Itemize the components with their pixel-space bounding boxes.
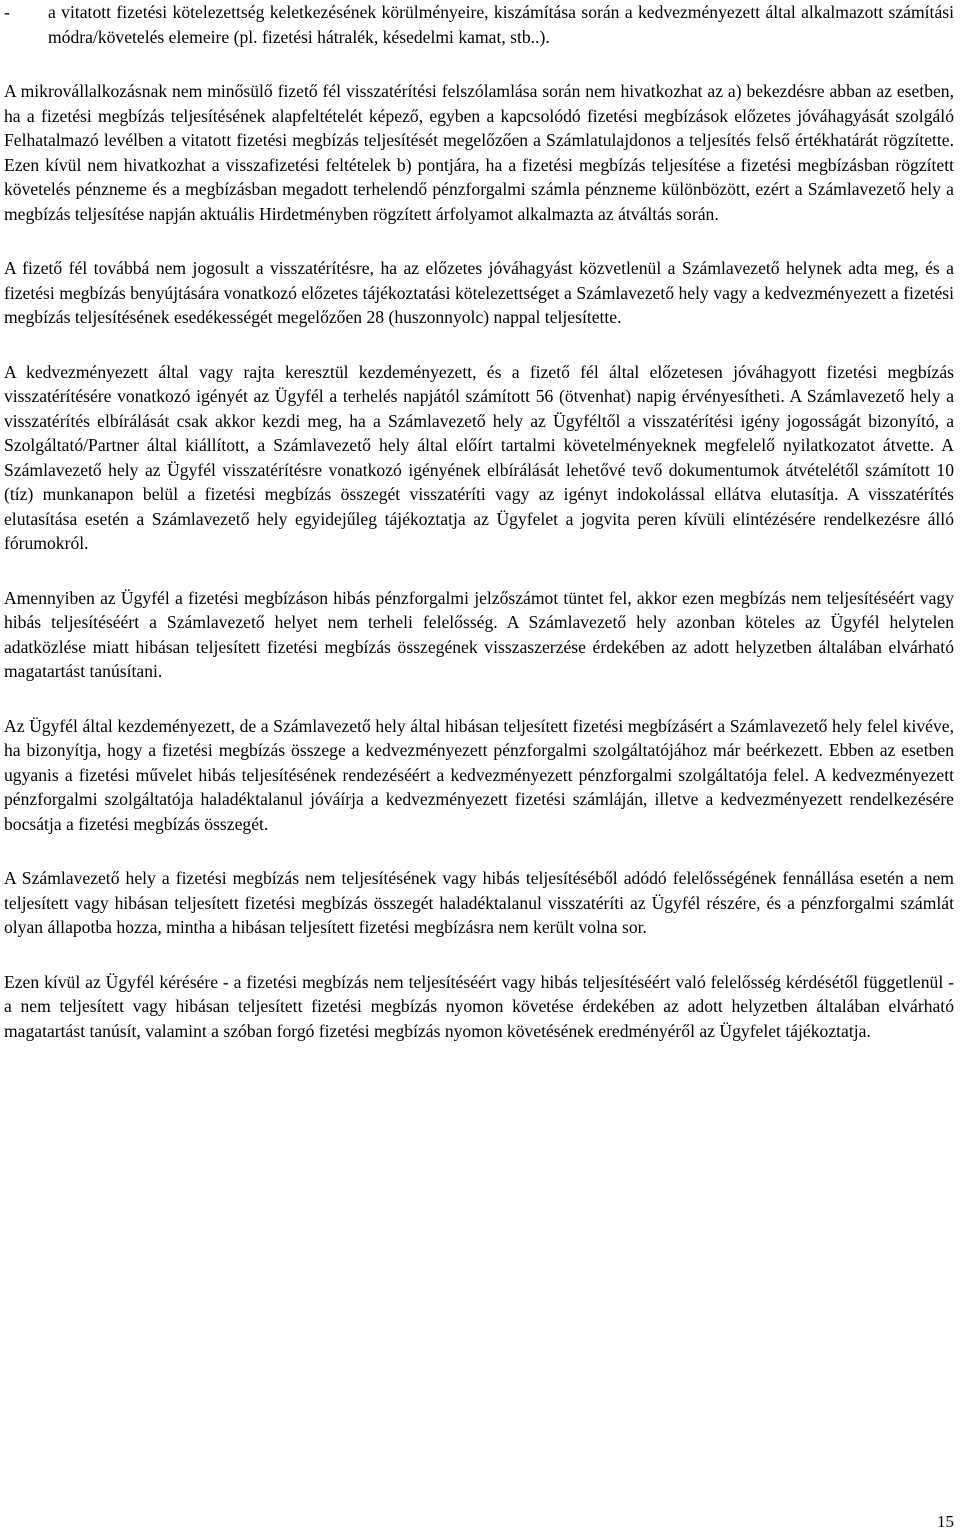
paragraph-6: A Számlavezető hely a fizetési megbízás nem teljesítésének vagy hibás teljesítéséből adódó felelősségének fennállása esetén a nem teljesített vagy hibásan teljesített fizetési megbízás összegét haladéktalanul visszatéríti az Ügyfél részére, és a pénzforgalmi számlát olyan állapotba hozza, mintha a hibásan teljesített fizetési megbízásra nem került volna sor. xyxy=(4,868,954,937)
list-item xyxy=(4,0,954,49)
document-page xyxy=(4,0,954,1073)
paragraph-7: Ezen kívül az Ügyfél kérésére - a fizetési megbízás nem teljesítéséért vagy hibás teljesítéséért való felelősség kérdésétől függetlenül - a nem teljesített vagy hibásan teljesített fizetési megbízás nyomon követése érdekében az adott helyzetben általában elvárható magatartást tanúsít, valamint a szóban forgó fizetési megbízás nyomon követésének eredményéről az Ügyfelet tájékoztatja. xyxy=(4,971,954,1041)
list-item-text: a vitatott fizetési kötelezettség keletkezésének körülményeire, kiszámítása során a kedvezményezett által alkalmazott számítási módra/követelés elemeire (pl. fizetési hátralék, késedelmi kamat, stb..). xyxy=(48,2,954,47)
paragraph-5: Az Ügyfél által kezdeményezett, de a Számlavezető hely által hibásan teljesített fizetési megbízásért a Számlavezető hely felel kivéve, ha bizonyítja, hogy a fizetési megbízás összege a kedvezményezett pénzforgalmi szolgáltatójához már beérkezett. Ebben az esetben ugyanis a fizetési művelet hibás teljesítésének rendezéséért a kedvezményezett pénzforgalmi szolgáltatója felel. A kedvezményezett pénzforgalmi szolgáltatója haladéktalanul jóváírja a kedvezményezett fizetési számláján, illetve a kedvezményezett rendelkezésére bocsátja a fizetési megbízás összegét. xyxy=(4,715,954,834)
paragraph-3: A kedvezményezett által vagy rajta keresztül kezdeményezett, és a fizető fél által előzetesen jóváhagyott fizetési megbízás visszatérítésére vonatkozó igényét az Ügyfél a terhelés napjától számított 56 (ötvenhat) napig érvényesítheti. A Számlavezető hely a visszatérítés elbírálását csak akkor kezdi meg, ha a Számlavezető hely az Ügyféltől a visszatérítési igény jogosságát bizonyító, a Szolgáltató/Partner által kiállított, a Számlavezető hely által előírt tartalmi követelményeknek megfelelő nyilatkozatot átvette. A Számlavezető hely az Ügyfél visszatérítésre vonatkozó igényének elbírálását lehetővé tevő dokumentumok átvételétől számított 10 (tíz) munkanapon belül a fizetési megbízás összegét visszatéríti vagy az igényt indokolással ellátva elutasítja. A visszatérítés elutasítása esetén a Számlavezető hely egyidejűleg tájékoztatja az Ügyfelet a jogvita peren kívüli elintézésére rendelkezésre álló fórumokról. xyxy=(4,361,954,553)
paragraph-4: Amennyiben az Ügyfél a fizetési megbízáson hibás pénzforgalmi jelzőszámot tüntet fel, akkor ezen megbízás nem teljesítéséért vagy hibás teljesítéséért a Számlavezető helyet nem terheli felelősség. A Számlavezető hely azonban köteles az Ügyfél helytelen adatközlése miatt hibásan teljesített fizetési megbízás összegének visszaszerzése érdekében az adott helyzetben általában elvárható magatartást tanúsítani. xyxy=(4,587,954,681)
page-number: 15 xyxy=(937,1512,954,1531)
list-marker: - xyxy=(4,2,10,22)
paragraph-2: A fizető fél továbbá nem jogosult a visszatérítésre, ha az előzetes jóváhagyást közvetlenül a Számlavezető helynek adta meg, és a fizetési megbízás benyújtására vonatkozó előzetes tájékoztatási kötelezettséget a Számlavezető hely vagy a kedvezményezett a fizetési megbízás teljesítésének esedékességét megelőzően 28 (huszonnyolc) nappal teljesítette. xyxy=(4,258,954,327)
paragraph-1: A mikrovállalkozásnak nem minősülő fizető fél visszatérítési felszólamlása során nem hivatkozhat az a) bekezdésre abban az esetben, ha a fizetési megbízás teljesítésének alapfeltételét képező, egyben a kapcsolódó fizetési megbízások előzetes jóváhagyását szolgáló Felhatalmazó levélben a vitatott fizetési megbízás teljesítését megelőzően a Számlatulajdonos a teljesítés felső értékhatárát rögzítette. Ezen kívül nem hivatkozhat a visszafizetési feltételek b) pontjára, ha a fizetési megbízás teljesítése a fizetési megbízásban rögzített követelés pénzneme és a megbízásban megadott terhelendő pénzforgalmi számla pénzneme különbözött, ezért a Számlavezető hely a megbízás teljesítése napján aktuális Hirdetményben rögzített árfolyamot alkalmazta az átváltás során. xyxy=(4,81,954,224)
